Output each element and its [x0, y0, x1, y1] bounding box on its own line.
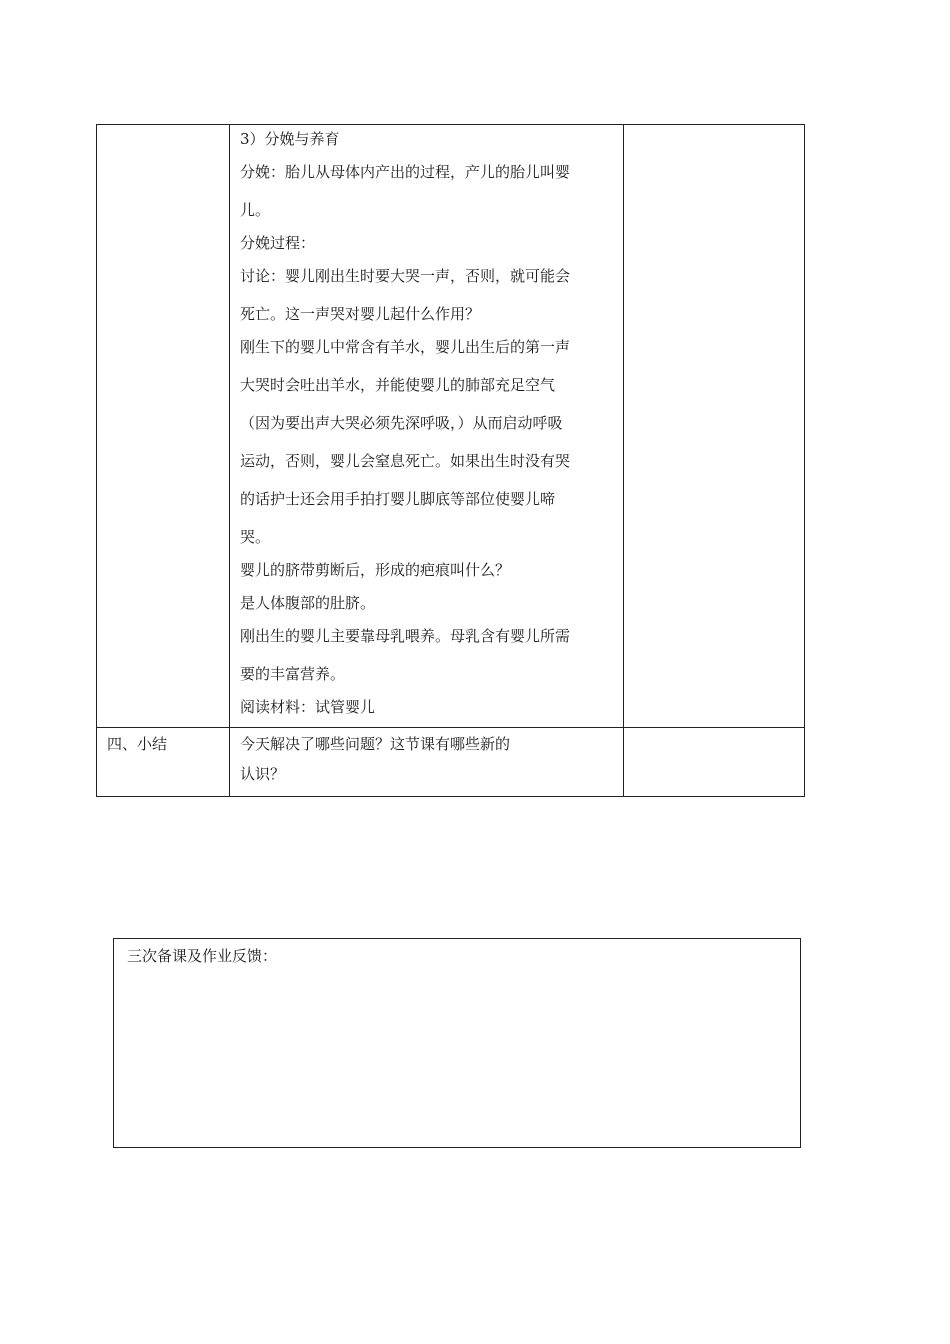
- section-label-cell: [97, 125, 230, 728]
- summary-content: [230, 728, 623, 796]
- feedback-box: [113, 938, 801, 1148]
- content-line: 刚出生的婴儿主要靠母乳喂养。母乳含有婴儿所需: [240, 627, 571, 645]
- content-line: 刚生下的婴儿中常含有羊水，婴儿出生后的第一声: [240, 338, 571, 356]
- table-row-birth-and-nurture: [97, 125, 805, 728]
- content-line: 分娩过程：: [240, 234, 316, 252]
- content-line: 婴儿的脐带剪断后，形成的疤痕叫什么？: [240, 561, 511, 579]
- table-row-summary: [97, 728, 805, 797]
- summary-content-cell: [230, 728, 624, 797]
- content-line: 死亡。这一声哭对婴儿起什么作用？: [240, 305, 481, 323]
- section-label: [97, 125, 229, 137]
- section-label-cell: [97, 728, 230, 797]
- lesson-content: [230, 125, 623, 727]
- content-line: 是人体腹部的肚脐。: [240, 594, 376, 612]
- content-line: 运动，否则，婴儿会窒息死亡。如果出生时没有哭: [240, 452, 571, 470]
- notes-cell: [624, 728, 805, 797]
- feedback-title: 三次备课及作业反馈：: [127, 947, 278, 965]
- summary-line: 今天解决了哪些问题？这节课有哪些新的: [240, 735, 511, 753]
- content-line: 讨论：婴儿刚出生时要大哭一声，否则，就可能会: [240, 267, 571, 285]
- lesson-content-cell: [230, 125, 624, 728]
- content-line: 大哭时会吐出羊水，并能使婴儿的肺部充足空气: [240, 376, 556, 394]
- summary-label: 四、小结: [107, 735, 168, 753]
- summary-line: 认识？: [240, 765, 286, 783]
- content-line: 哭。: [240, 528, 271, 546]
- notes-cell: [624, 125, 805, 728]
- content-line: 儿。: [240, 201, 271, 219]
- content-line: （因为要出声大哭必须先深呼吸，）从而启动呼吸: [240, 414, 563, 432]
- content-line: 分娩：胎儿从母体内产出的过程，产儿的胎儿叫婴: [240, 163, 571, 181]
- content-line: 的话护士还会用手拍打婴儿脚底等部位使婴儿啼: [240, 490, 556, 508]
- content-line: 3）分娩与养育: [240, 130, 340, 148]
- content-line: 要的丰富营养。: [240, 665, 346, 683]
- content-line: 阅读材料：试管婴儿: [240, 698, 376, 716]
- lesson-plan-table: [96, 124, 805, 797]
